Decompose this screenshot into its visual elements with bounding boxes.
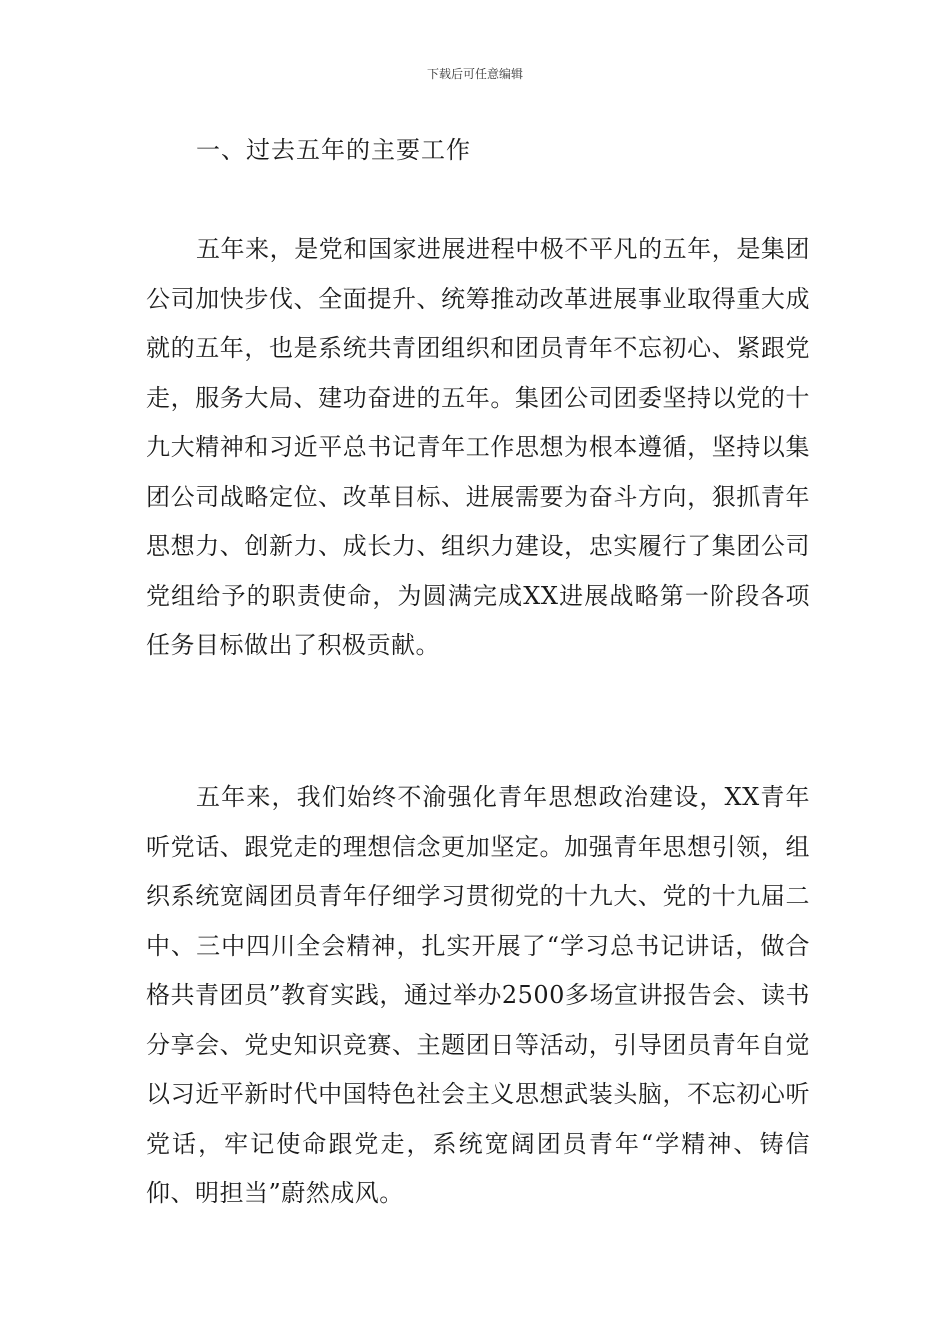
section-heading: 一、过去五年的主要工作 [196,136,471,164]
header-note: 下载后可任意编辑 [426,67,523,81]
paragraph-1: 五年来，是党和国家进展进程中极不平凡的五年，是集团公司加快步伐、全面提升、统筹推动改革进展事业取得重大成就的五年，也是系统共青团组织和团员青年不忘初心、紧跟党走，服务大局、建功奋进的五年。集团公司团委坚持以党的十九大精神和习近平总书记青年工作思想为根本遵循，坚持以集团公司战略定位、改革目标、进展需要为奋斗方向，狠抓青年思想力、创新力、成长力、组织力建设，忠实履行了集团公司党组给予的职责使命，为圆满完成XX进展战略第一阶段各项任务目标做出了积极贡献。 [146,235,810,659]
paragraph-2: 五年来，我们始终不渝强化青年思想政治建设，XX青年听党话、跟党走的理想信念更加坚定。加强青年思想引领，组织系统宽阔团员青年仔细学习贯彻党的十九大、党的十九届二中、三中四川全会精神，扎实开展了“学习总书记讲话，做合格共青团员”教育实践，通过举办2500多场宣讲报告会、读书分享会、党史知识竞赛、主题团日等活动，引导团员青年自觉以习近平新时代中国特色社会主义思想武装头脑，不忘初心听党话，牢记使命跟党走，系统宽阔团员青年“学精神、铸信仰、明担当”蔚然成风。 [146,783,810,1207]
